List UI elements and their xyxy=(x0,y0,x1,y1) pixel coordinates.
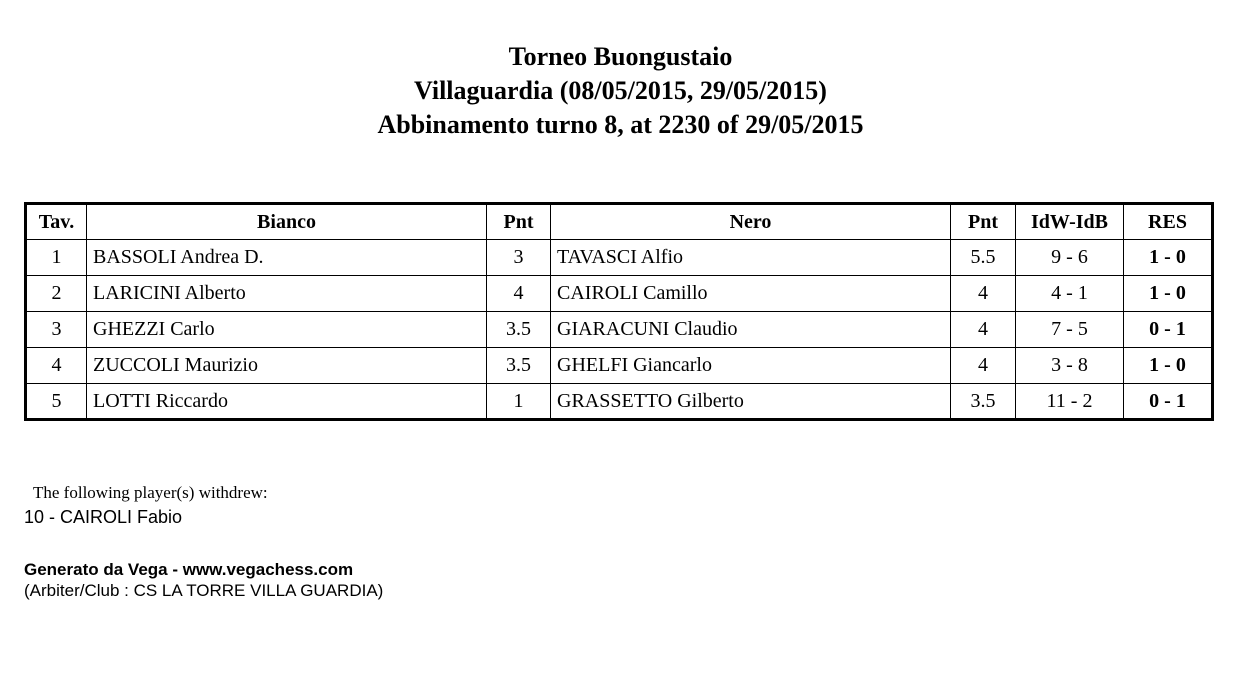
cell-board: 2 xyxy=(26,276,87,312)
withdrew-heading: The following player(s) withdrew: xyxy=(33,483,268,502)
cell-white-player: ZUCCOLI Maurizio xyxy=(87,348,487,384)
round-pairing-heading: Abbinamento turno 8, at 2230 of 29/05/2015 xyxy=(377,110,864,139)
cell-ids: 4 - 1 xyxy=(1016,276,1124,312)
header-white: Bianco xyxy=(87,204,487,240)
cell-white-points: 3.5 xyxy=(487,348,551,384)
cell-board: 5 xyxy=(26,384,87,420)
cell-black-player: GRASSETTO Gilberto xyxy=(551,384,951,420)
withdrew-player: 10 - CAIROLI Fabio xyxy=(24,507,183,527)
arbiter-club: (Arbiter/Club : CS LA TORRE VILLA GUARDIA) xyxy=(24,581,384,600)
cell-white-player: LOTTI Riccardo xyxy=(87,384,487,420)
generator-credit: Generato da Vega - www.vegachess.com xyxy=(24,560,354,579)
pairings-table xyxy=(24,202,1214,421)
cell-black-points: 3.5 xyxy=(951,384,1016,420)
cell-black-points: 4 xyxy=(951,348,1016,384)
cell-white-player: LARICINI Alberto xyxy=(87,276,487,312)
cell-white-player: GHEZZI Carlo xyxy=(87,312,487,348)
cell-black-player: GIARACUNI Claudio xyxy=(551,312,951,348)
cell-white-points: 1 xyxy=(487,384,551,420)
cell-result: 1 - 0 xyxy=(1124,276,1213,312)
cell-white-points: 4 xyxy=(487,276,551,312)
cell-result: 0 - 1 xyxy=(1124,312,1213,348)
cell-ids: 9 - 6 xyxy=(1016,240,1124,276)
cell-white-points: 3 xyxy=(487,240,551,276)
cell-ids: 11 - 2 xyxy=(1016,384,1124,420)
header-board: Tav. xyxy=(26,204,87,240)
cell-black-points: 5.5 xyxy=(951,240,1016,276)
cell-result: 0 - 1 xyxy=(1124,384,1213,420)
header-black: Nero xyxy=(551,204,951,240)
header-result: RES xyxy=(1124,204,1213,240)
table-row xyxy=(26,240,1213,276)
cell-result: 1 - 0 xyxy=(1124,240,1213,276)
cell-black-player: TAVASCI Alfio xyxy=(551,240,951,276)
cell-white-points: 3.5 xyxy=(487,312,551,348)
cell-ids: 7 - 5 xyxy=(1016,312,1124,348)
cell-result: 1 - 0 xyxy=(1124,348,1213,384)
cell-black-points: 4 xyxy=(951,312,1016,348)
table-header-row xyxy=(26,204,1213,240)
tournament-name: Torneo Buongustaio xyxy=(508,42,733,71)
cell-black-player: CAIROLI Camillo xyxy=(551,276,951,312)
header-ids: IdW-IdB xyxy=(1016,204,1124,240)
cell-ids: 3 - 8 xyxy=(1016,348,1124,384)
cell-board: 4 xyxy=(26,348,87,384)
header-white-points: Pnt xyxy=(487,204,551,240)
cell-board: 1 xyxy=(26,240,87,276)
tournament-place-dates: Villaguardia (08/05/2015, 29/05/2015) xyxy=(414,76,827,105)
table-row xyxy=(26,348,1213,384)
header-black-points: Pnt xyxy=(951,204,1016,240)
cell-black-points: 4 xyxy=(951,276,1016,312)
table-row xyxy=(26,276,1213,312)
table-row xyxy=(26,384,1213,420)
cell-black-player: GHELFI Giancarlo xyxy=(551,348,951,384)
cell-white-player: BASSOLI Andrea D. xyxy=(87,240,487,276)
table-row xyxy=(26,312,1213,348)
report-title xyxy=(0,40,1241,142)
cell-board: 3 xyxy=(26,312,87,348)
